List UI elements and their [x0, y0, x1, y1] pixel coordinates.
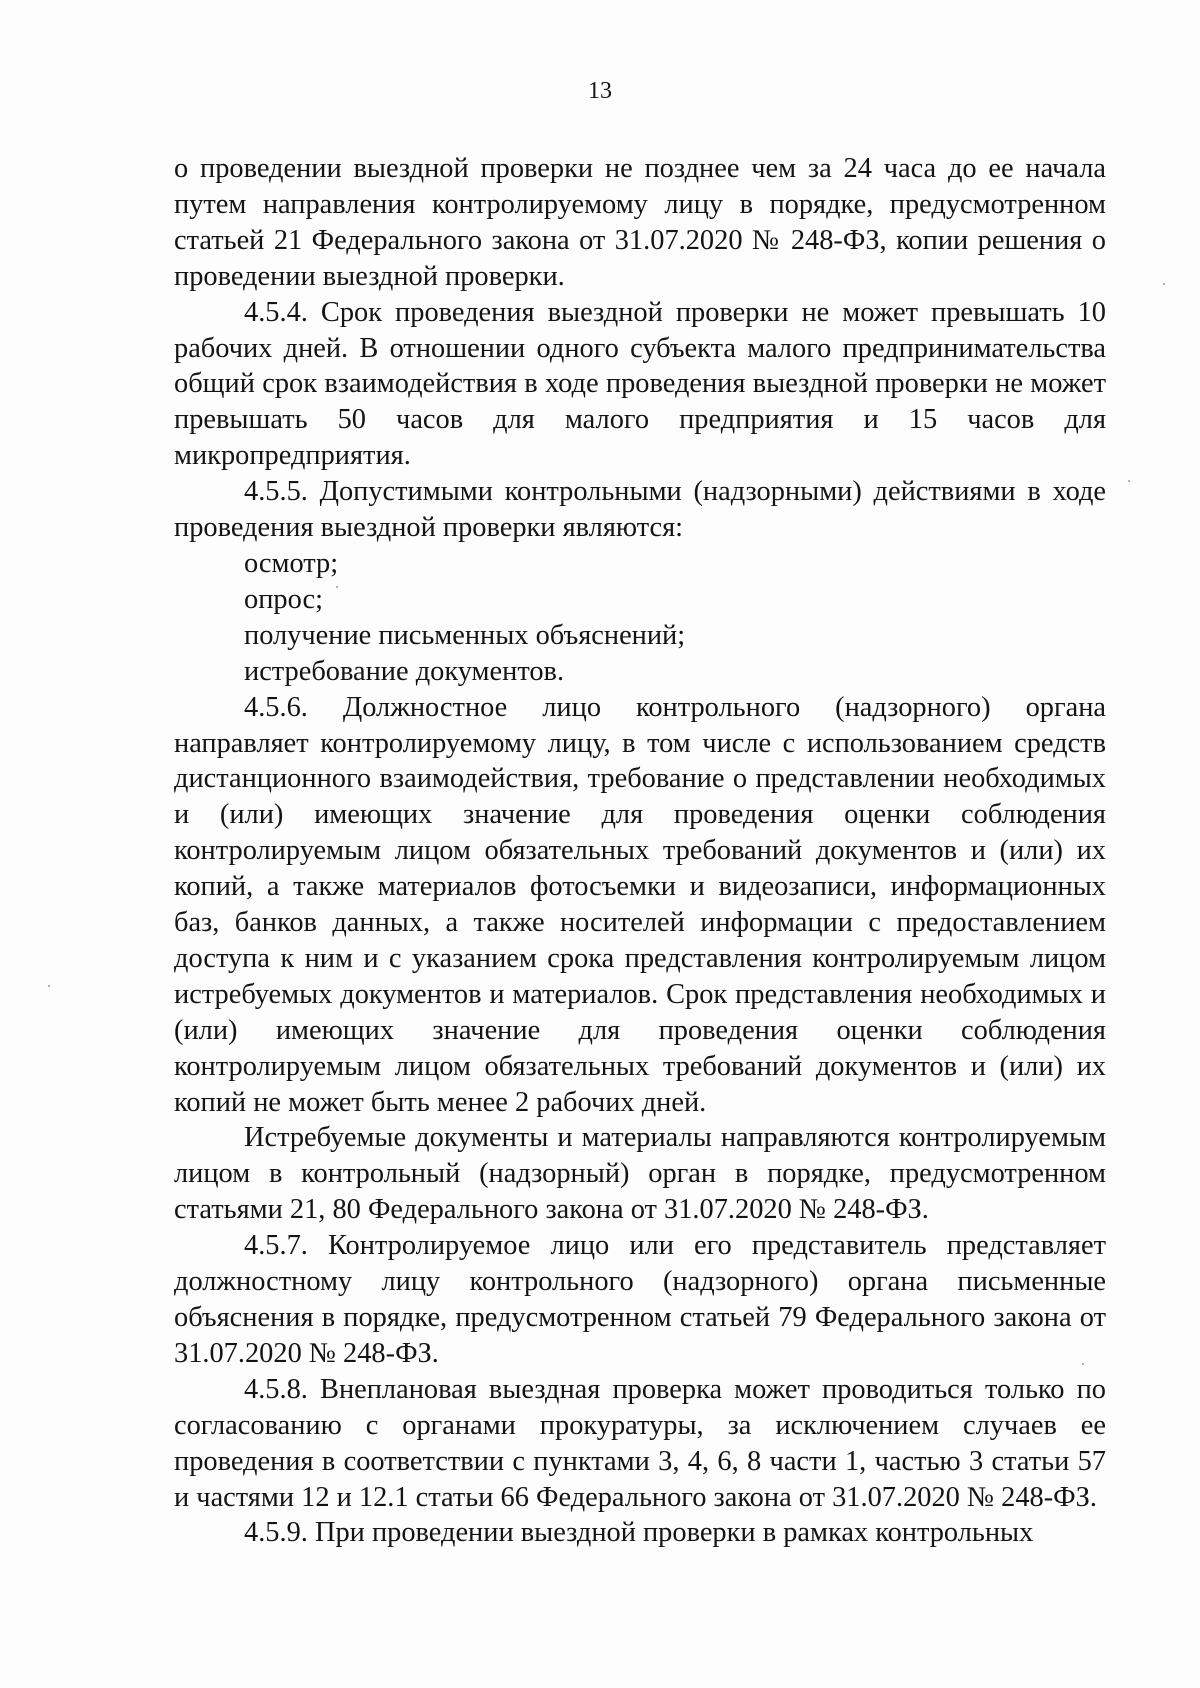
list-item-document-request: истребование документов. [244, 655, 565, 687]
paragraph-4-5-8: 4.5.8. Внеплановая выездная проверка может проводиться только по согласованию с органами прокуратуры, за исключением случаев ее проведения в соответствии с пунктами 3, 4, 6, 8 части 1, частью 3 статьи 57 и частями 12 и 12.1 статьи 66 Федерального закона от 31.07.2020 № 248-ФЗ. [174, 1373, 1106, 1513]
scan-speck [1082, 1363, 1084, 1365]
scan-speck [48, 985, 50, 987]
list-item-survey: опрос; [244, 583, 323, 615]
list-item-inspection: осмотр; [244, 547, 339, 579]
page-number: 13 [588, 78, 612, 104]
paragraph-4-5-6: 4.5.6. Должностное лицо контрольного (надзорного) органа направляет контролируемому лицу, в том числе с использованием средств дистанционного взаимодействия, требование о представлении необходимых и (или) имеющих значение для проведения оценки соблюдения контролируемым лицом обязательных требований документов и (или) их копий, а также материалов фотосъемки и видеозаписи, информационных баз, банков данных, а также носителей информации с предоставлением доступа к ним и с указанием срока представления контролируемым лицом истребуемых документов и материалов. Срок представления необходимых и (или) имеющих значение для проведения оценки соблюдения контролируемым лицом обязательных требований документов и (или) их копий не может быть менее 2 рабочих дней. [174, 691, 1106, 1118]
scan-speck [336, 586, 338, 588]
document-body [174, 151, 1106, 1551]
paragraph-4-5-4: 4.5.4. Срок проведения выездной проверки не может превышать 10 рабочих дней. В отношении одного субъекта малого предпринимательства общий срок взаимодействия в ходе проведения выездной проверки не может превышать 50 часов для малого предприятия и 15 часов для микропредприятия. [174, 296, 1106, 472]
paragraph-requested-documents: Истребуемые документы и материалы направляются контролируемым лицом в контрольный (надзорный) орган в порядке, предусмотренном статьями 21, 80 Федерального закона от 31.07.2020 № 248-ФЗ. [174, 1122, 1106, 1226]
scan-speck [1163, 283, 1165, 285]
scan-speck [1128, 480, 1130, 482]
paragraph-4-5-7: 4.5.7. Контролируемое лицо или его представитель представляет должностному лицу контрольного (надзорного) органа письменные объяснения в порядке, предусмотренном статьей 79 Федерального закона от 31.07.2020 № 248-ФЗ. [174, 1230, 1106, 1369]
paragraph-4-5-9: 4.5.9. При проведении выездной проверки в рамках контрольных [244, 1517, 1034, 1549]
list-item-written-explanations: получение письменных объяснений; [244, 619, 686, 651]
paragraph-continuation: о проведении выездной проверки не позднее чем за 24 часа до ее начала путем направления контролируемому лицу в порядке, предусмотренном статьей 21 Федерального закона от 31.07.2020 № 248-ФЗ, копии решения о проведении выездной проверки. [174, 153, 1106, 292]
paragraph-4-5-5: 4.5.5. Допустимыми контрольными (надзорными) действиями в ходе проведения выездной проверки являются: [174, 476, 1106, 544]
